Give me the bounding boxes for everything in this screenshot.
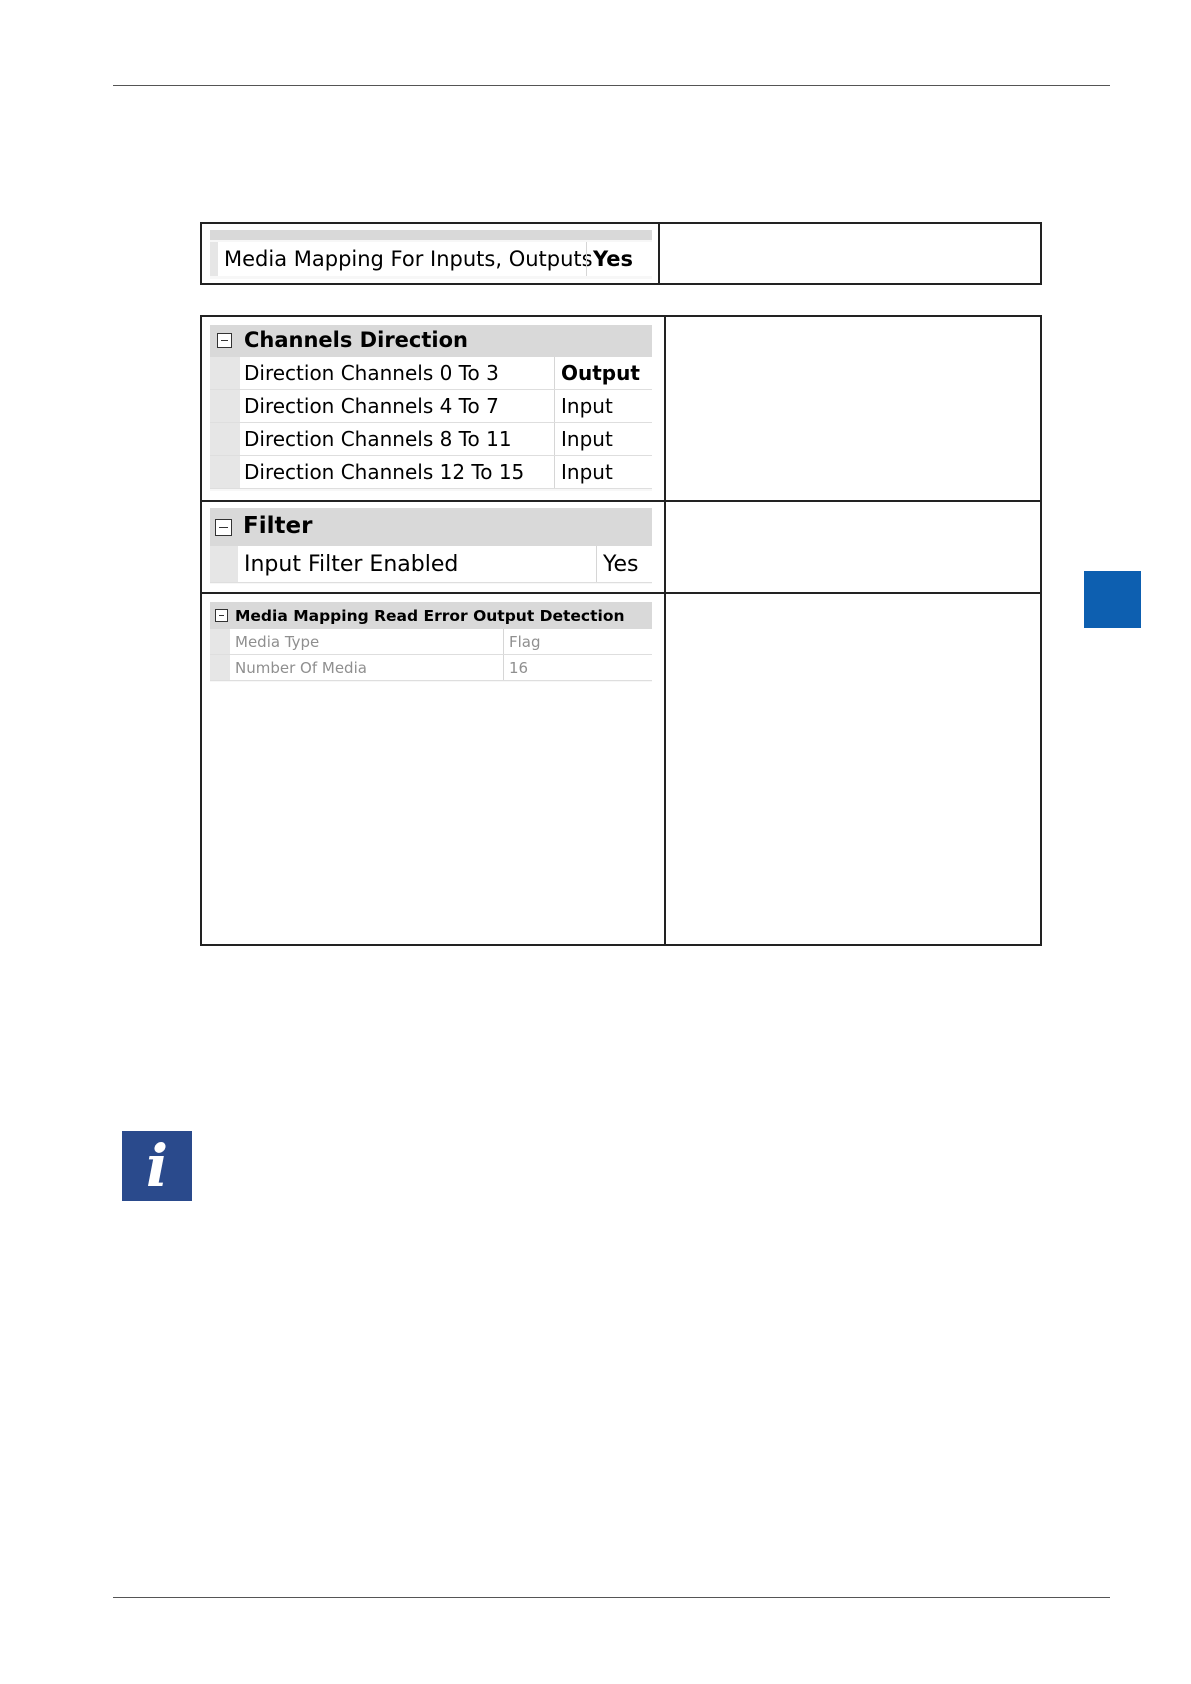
property-row[interactable] [210,390,652,423]
group-title: Filter [243,513,313,539]
settings-table-channels [200,315,1042,946]
property-value[interactable]: 16 [503,655,652,680]
group-header[interactable] [210,602,652,629]
collapse-icon[interactable] [217,333,232,348]
header-rule [113,85,1110,86]
property-value[interactable]: Yes [596,546,652,582]
group-header[interactable] [210,508,652,546]
settings-table-media-mapping [200,222,1042,285]
row-divider [202,592,1040,594]
collapse-icon[interactable] [215,519,232,536]
footer-rule [113,1597,1110,1598]
property-row[interactable] [210,629,652,655]
property-row[interactable] [210,456,652,489]
group-title: Channels Direction [244,328,468,352]
property-name: Number Of Media [235,658,367,677]
row-divider [202,500,1040,502]
property-row[interactable] [210,423,652,456]
cropped-group-header [210,230,652,240]
property-row[interactable] [210,357,652,390]
filter-grid [210,508,652,584]
property-value[interactable]: Input [554,390,652,422]
group-header[interactable] [210,325,652,357]
property-name: Direction Channels 12 To 15 [244,460,525,484]
property-name: Direction Channels 8 To 11 [244,427,512,451]
group-title: Media Mapping Read Error Output Detection [235,607,625,625]
media-error-grid [210,602,652,682]
property-value[interactable]: Input [554,456,652,488]
property-value[interactable]: Yes [586,242,652,276]
channels-direction-grid [210,325,652,491]
collapse-icon[interactable] [215,609,228,622]
property-value[interactable]: Input [554,423,652,455]
property-name: Media Type [235,632,320,651]
property-value[interactable]: Output [554,357,652,389]
property-row[interactable] [210,242,652,276]
chapter-tab-marker [1084,571,1141,628]
info-icon: i [122,1131,192,1201]
property-row[interactable] [210,655,652,681]
property-name: Input Filter Enabled [244,551,459,577]
property-value[interactable]: Flag [503,629,652,654]
property-row[interactable] [210,546,652,583]
property-name: Direction Channels 0 To 3 [244,361,499,385]
column-divider [658,224,660,283]
property-grid-screenshot [210,230,652,279]
property-name: Direction Channels 4 To 7 [244,394,499,418]
property-name: Media Mapping For Inputs, Outputs [224,247,593,271]
column-divider [664,317,666,944]
